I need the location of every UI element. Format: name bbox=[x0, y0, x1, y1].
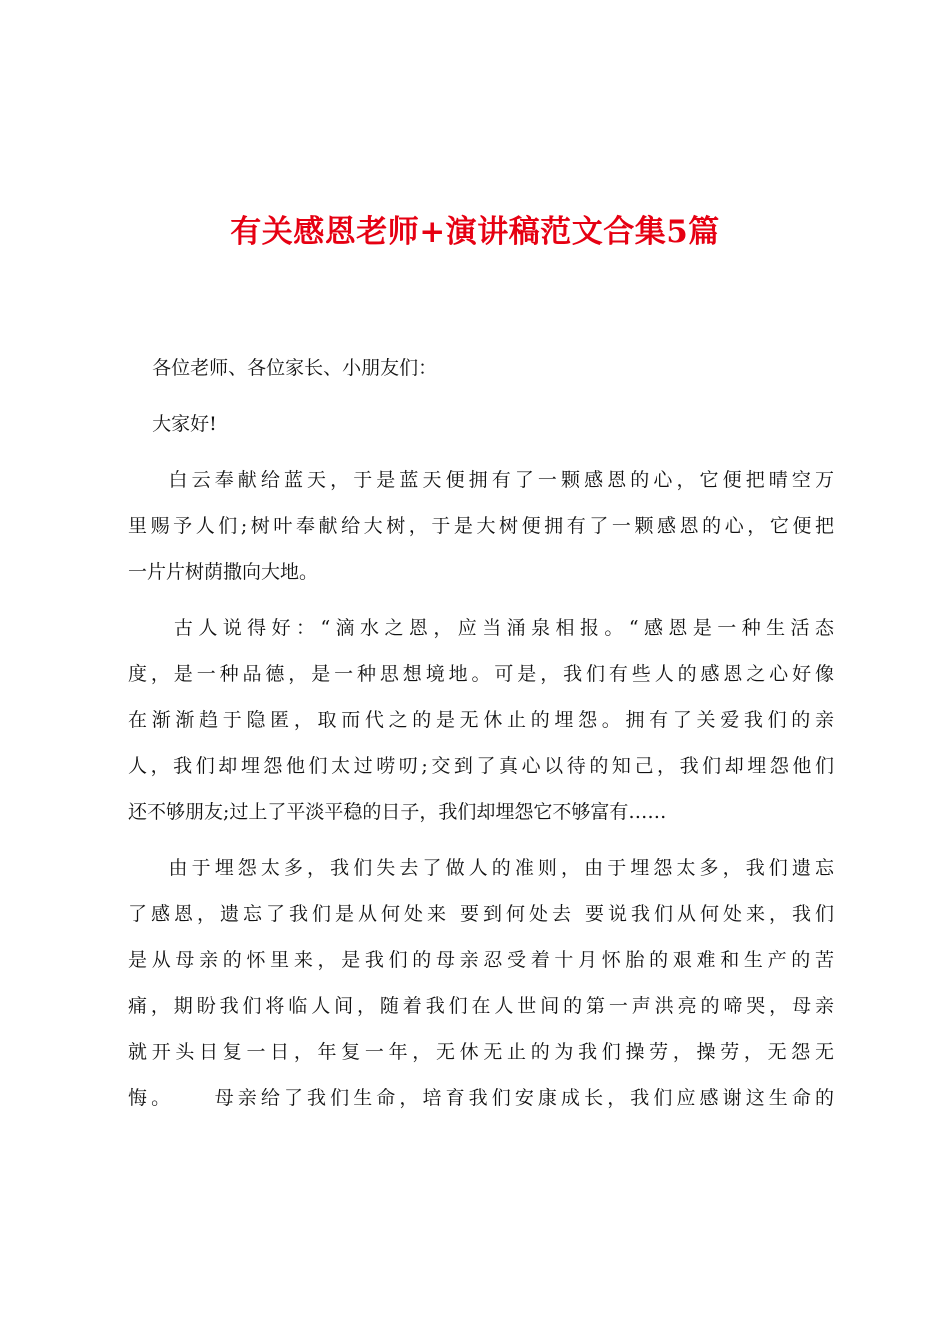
paragraph-line: 人，我们却埋怨他们太过唠叨;交到了真心以待的知己，我们却埋怨他们 bbox=[128, 755, 834, 777]
document-body bbox=[128, 345, 834, 1121]
paragraph-line: 古人说得好：“滴水之恩，应当涌泉相报。“感恩是一种生活态 bbox=[128, 617, 834, 639]
paragraph-line: 还不够朋友;过上了平淡平稳的日子，我们却埋怨它不够富有…… bbox=[128, 801, 667, 823]
paragraph-line: 是从母亲的怀里来，是我们的母亲忍受着十月怀胎的艰难和生产的苦 bbox=[128, 949, 834, 971]
paragraph-line: 白云奉献给蓝天，于是蓝天便拥有了一颗感恩的心，它便把晴空万 bbox=[128, 469, 834, 491]
paragraph-line: 一片片树荫撒向大地。 bbox=[128, 561, 319, 583]
paragraph-line: 度，是一种品德，是一种思想境地。可是，我们有些人的感恩之心好像 bbox=[128, 663, 834, 685]
greeting-line: 大家好! bbox=[128, 413, 217, 435]
paragraph-line: 悔。 母亲给了我们生命，培育我们安康成长，我们应感谢这生命的 bbox=[128, 1087, 834, 1109]
salutation-line: 各位老师、各位家长、小朋友们： bbox=[128, 357, 438, 379]
paragraph-line: 了感恩，遗忘了我们是从何处来 要到何处去 要说我们从何处来，我们 bbox=[128, 903, 834, 925]
paragraph-line: 由于埋怨太多，我们失去了做人的准则，由于埋怨太多，我们遗忘 bbox=[128, 857, 834, 879]
paragraph-line: 就开头日复一日，年复一年，无休无止的为我们操劳，操劳，无怨无 bbox=[128, 1041, 834, 1063]
paragraph-line: 痛，期盼我们将临人间，随着我们在人世间的第一声洪亮的啼哭，母亲 bbox=[128, 995, 834, 1017]
paragraph-line: 里赐予人们;树叶奉献给大树，于是大树便拥有了一颗感恩的心，它便把 bbox=[128, 515, 834, 537]
document-title: 有关感恩老师+演讲稿范文合集5篇 bbox=[230, 214, 720, 250]
paragraph-line: 在渐渐趋于隐匿，取而代之的是无休止的埋怨。拥有了关爱我们的亲 bbox=[128, 709, 834, 731]
